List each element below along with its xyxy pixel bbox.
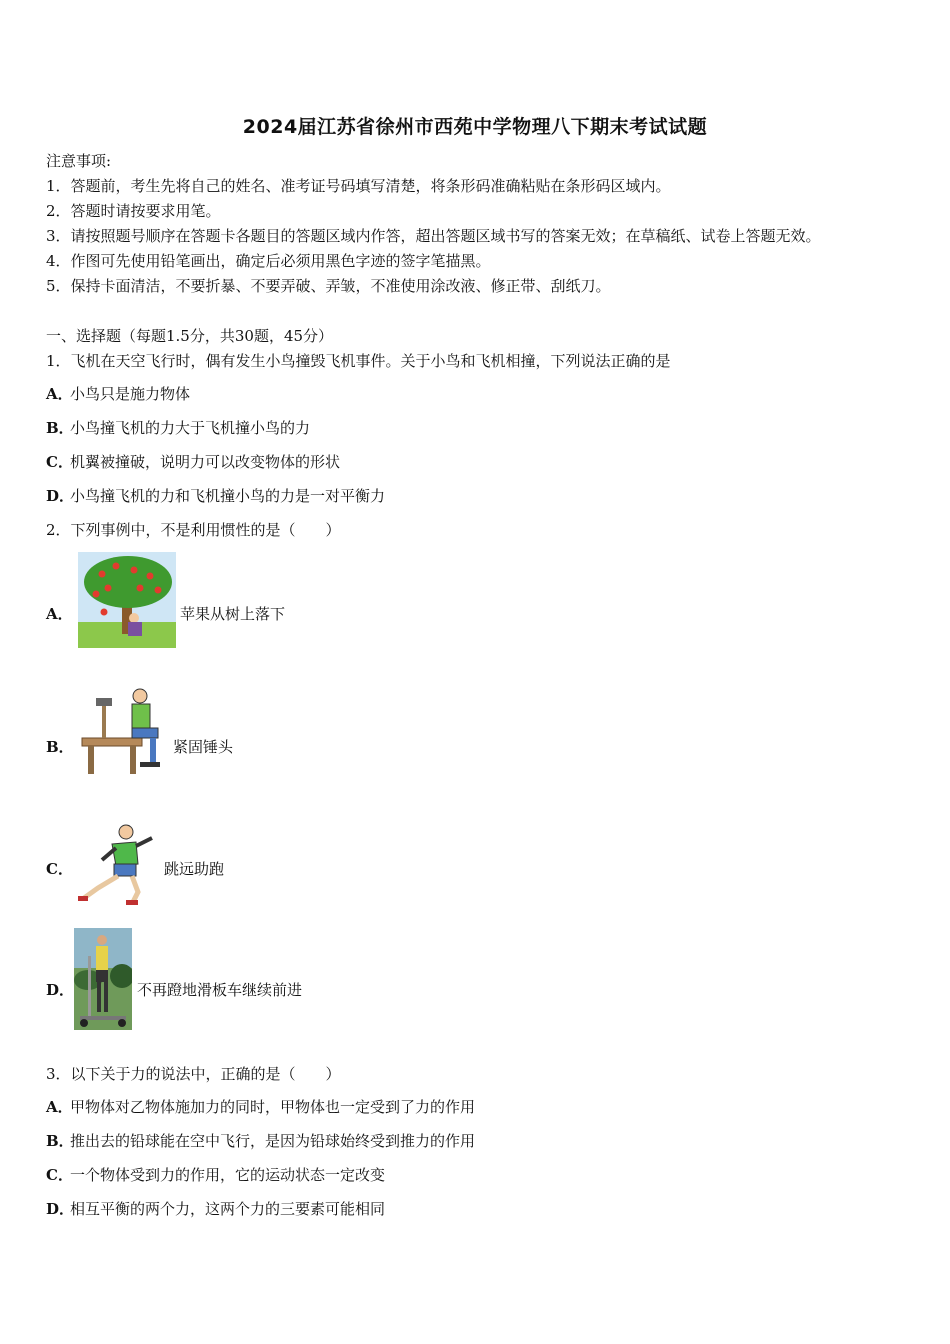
notice-item: 2．答题时请按要求用笔。 bbox=[46, 202, 221, 220]
option-text: 一个物体受到力的作用，它的运动状态一定改变 bbox=[70, 1166, 386, 1184]
runner-icon bbox=[76, 822, 160, 906]
notice-item: 5．保持卡面清洁，不要折暴、不要弄破、弄皱，不准使用涂改液、修正带、刮纸刀。 bbox=[46, 277, 611, 295]
option-text: 推出去的铅球能在空中飞行，是因为铅球始终受到推力的作用 bbox=[70, 1132, 476, 1150]
option-item bbox=[46, 418, 310, 438]
option-item bbox=[46, 1131, 475, 1151]
option-text: 相互平衡的两个力，这两个力的三要素可能相同 bbox=[70, 1200, 386, 1218]
option-letter: C． bbox=[46, 453, 73, 471]
option-letter: D． bbox=[46, 1200, 75, 1218]
question-stem: 2．下列事例中，不是利用惯性的是（ ） bbox=[46, 521, 341, 539]
option-letter: B． bbox=[46, 419, 74, 437]
option-text: 不再蹬地滑板车继续前进 bbox=[137, 981, 303, 999]
scooter-icon bbox=[74, 928, 132, 1030]
option-letter: D． bbox=[46, 487, 75, 505]
notice-item: 4．作图可先使用铅笔画出，确定后必须用黑色字迹的签字笔描黑。 bbox=[46, 252, 491, 270]
apple-tree-icon bbox=[78, 552, 176, 648]
notice-item: 1．答题前，考生先将自己的姓名、准考证号码填写清楚，将条形码准确粘贴在条形码区域内。 bbox=[46, 177, 671, 195]
question-stem: 1．飞机在天空飞行时，偶有发生小鸟撞毁飞机事件。关于小鸟和飞机相撞，下列说法正确的是 bbox=[46, 352, 671, 370]
option-letter: B． bbox=[46, 1132, 74, 1150]
section-heading: 一、选择题（每题1.5分，共30题，45分） bbox=[46, 327, 334, 345]
option-text: 小鸟撞飞机的力大于飞机撞小鸟的力 bbox=[70, 419, 311, 437]
option-item bbox=[46, 486, 385, 506]
option-letter: B． bbox=[46, 738, 74, 756]
page-title: 2024届江苏省徐州市西苑中学物理八下期末考试试题 bbox=[242, 116, 708, 138]
option-text: 小鸟撞飞机的力和飞机撞小鸟的力是一对平衡力 bbox=[70, 487, 386, 505]
option-item bbox=[46, 452, 340, 472]
option-text: 甲物体对乙物体施加力的同时，甲物体也一定受到了力的作用 bbox=[70, 1098, 476, 1116]
option-text: 跳远助跑 bbox=[164, 860, 225, 878]
notice-item: 3．请按照题号顺序在答题卡各题目的答题区域内作答，超出答题区域书写的答案无效；在草稿纸、试卷上答题无效。 bbox=[46, 227, 821, 245]
hammer-bench-icon bbox=[80, 686, 172, 778]
option-text: 小鸟只是施力物体 bbox=[70, 385, 191, 403]
notice-heading: 注意事项: bbox=[46, 152, 112, 170]
option-letter: A． bbox=[46, 1098, 73, 1116]
option-letter: D． bbox=[46, 981, 75, 999]
option-letter: A． bbox=[46, 605, 73, 623]
option-text: 苹果从树上落下 bbox=[180, 605, 286, 623]
option-text: 紧固锤头 bbox=[173, 738, 234, 756]
option-item bbox=[46, 1199, 385, 1219]
option-text: 机翼被撞破，说明力可以改变物体的形状 bbox=[70, 453, 341, 471]
option-letter: C． bbox=[46, 1166, 73, 1184]
option-item bbox=[46, 384, 190, 404]
option-letter: C． bbox=[46, 860, 73, 878]
option-item bbox=[46, 1097, 475, 1117]
option-letter: A． bbox=[46, 385, 73, 403]
question-stem: 3．以下关于力的说法中，正确的是（ ） bbox=[46, 1065, 341, 1083]
option-item bbox=[46, 1165, 385, 1185]
